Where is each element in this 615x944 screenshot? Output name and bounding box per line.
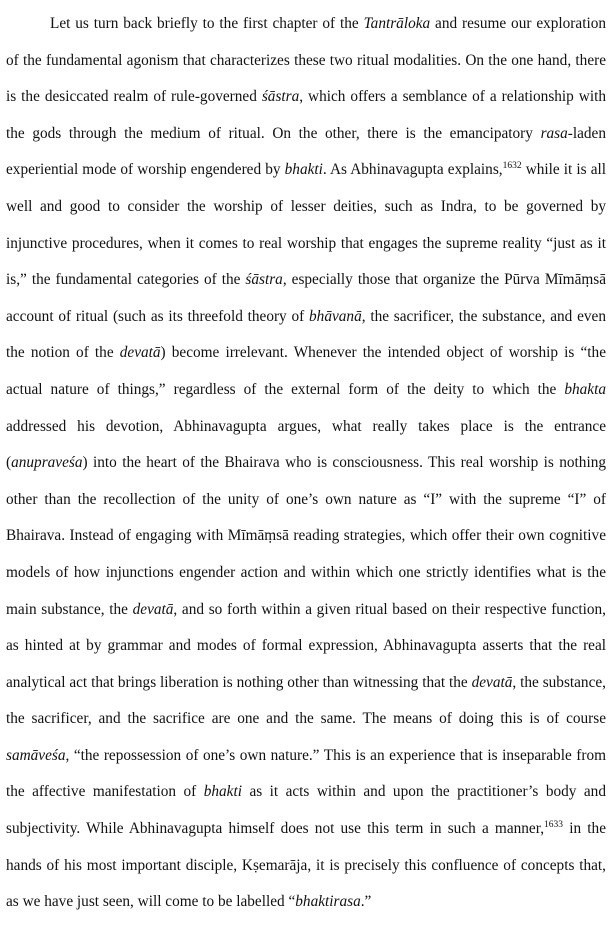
text-run: , and so forth within a given ritual based on their respective function, as hinted at by grammar and modes of formal expression, Abhinavagupta asserts that the real analytical act that brings liberation is nothing other than witnessing that the xyxy=(6,600,607,691)
italic-term: samāveśa xyxy=(6,746,66,764)
italic-term: anupraveśa xyxy=(11,454,83,472)
text-run: as it acts within and upon the practitioner’s body and subjectivity. While Abhinavagupta himself does not use this term in such a manner, xyxy=(6,783,606,838)
italic-term: bhakti xyxy=(203,783,242,801)
text-run: , the substance, the sacrificer, and the sacrifice are one and the same. The means of doing this is of course xyxy=(6,673,606,728)
italic-term: devatā xyxy=(119,344,161,362)
document-page xyxy=(6,6,606,921)
text-run: and resume our exploration of the fundamental agonism that characterizes these two ritual modalities. On the one hand, there is the desiccated realm of rule-governed xyxy=(6,15,606,106)
text-run: in the hands of his most important disciple, Kṣemarāja, it is precisely this confluence of concepts that, as we have just seen, will come to be labelled “ xyxy=(6,820,606,911)
text-run: , “the repossession of one’s own nature.” This is an experience that is inseparable from the affective manifestation of xyxy=(6,746,606,801)
text-run: .” xyxy=(360,893,372,911)
text-run: . As Abhinavagupta explains, xyxy=(322,161,503,179)
italic-term: bhakta xyxy=(564,380,606,398)
text-run: while it is all well and good to consider the worship of lesser deities, such as Indra, to be governed by injunctive procedures, when it comes to real worship that engages the supreme reality “just as it is,” the fundamental categories of the xyxy=(6,161,607,289)
text-run: , which offers a semblance of a relationship with the gods through the medium of ritual. On the other, there is the emancipatory xyxy=(6,88,606,142)
text-run: Let us turn back briefly to the first chapter of the xyxy=(50,15,364,32)
italic-term: bhakti xyxy=(284,161,323,179)
text-run: , the sacrificer, the substance, and even the notion of the xyxy=(6,307,606,362)
italic-term: bhaktirasa xyxy=(295,893,361,911)
italic-term: devatā xyxy=(471,673,513,691)
footnote-ref: 1632 xyxy=(502,161,522,172)
text-run: ) become irrelevant. Whenever the intended object of worship is “the actual nature of things,” regardless of the external form of the deity to which the xyxy=(6,344,606,398)
footnote-ref: 1633 xyxy=(544,819,564,830)
italic-term: devatā xyxy=(132,600,174,618)
text-run: ) into the heart of the Bhairava who is consciousness. This real worship is nothing other than the recollection of the unity of one’s own nature as “I” with the supreme “I” of Bhairava. Instead of engaging with Mīmāṃsā reading strategies, which offer their own cognitive models of how injunctions engender action and within which one strictly identifies what is the main substance, the xyxy=(6,454,606,618)
text-run: -laden experiential mode of worship engendered by xyxy=(6,124,606,179)
body-paragraph xyxy=(6,6,606,921)
italic-term: rasa xyxy=(540,124,568,142)
text-run: , especially those that organize the Pūrva Mīmāṃsā account of ritual (such as its threefold theory of xyxy=(6,271,606,325)
italic-term: bhāvanā xyxy=(309,307,362,325)
text-run: addressed his devotion, Abhinavagupta argues, what really takes place is the entrance ( xyxy=(6,417,606,472)
italic-term: Tantrāloka xyxy=(363,15,431,32)
italic-term: śāstra xyxy=(261,88,300,106)
italic-term: śāstra xyxy=(245,271,283,289)
